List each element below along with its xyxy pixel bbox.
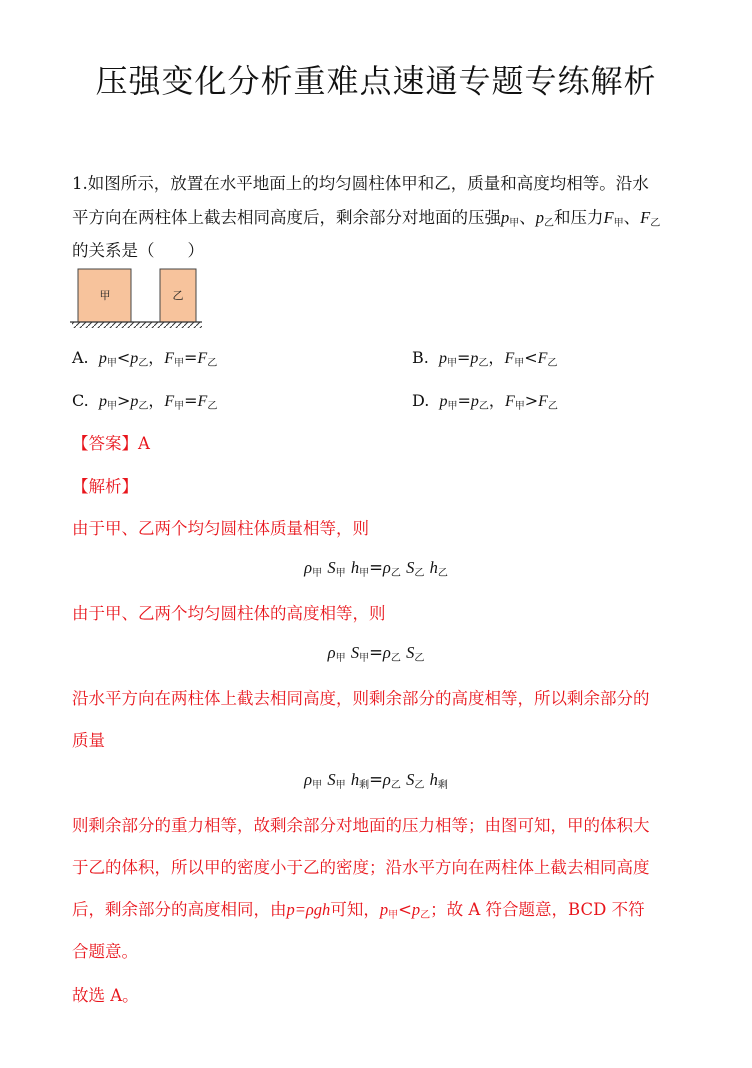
subscript-jia: 甲	[514, 401, 525, 412]
symbol-p: p	[439, 393, 448, 410]
symbol-f: F	[504, 393, 515, 410]
subscript-yi: 乙	[138, 401, 149, 412]
equals: =	[369, 558, 383, 577]
option-a[interactable]	[72, 345, 217, 369]
symbol-p: p	[470, 350, 479, 367]
analysis-line-6: 于乙的体积，所以甲的密度小于乙的密度；沿水平方向在两柱体上截去相同高度	[72, 858, 650, 877]
relation: =	[457, 391, 471, 410]
analysis-line-8: 合题意。	[72, 942, 138, 961]
analysis-line-2: 由于甲、乙两个均匀圆柱体的高度相等，则	[72, 604, 386, 623]
symbol-p: p	[501, 208, 510, 227]
subscript-jia: 甲	[613, 218, 624, 229]
symbol-rho: ρ	[382, 770, 391, 789]
comma: ，	[148, 348, 165, 367]
equals: =	[369, 643, 383, 662]
comma: ，	[488, 348, 505, 367]
subscript-jia: 甲	[335, 653, 346, 664]
option-c-label: C.	[72, 391, 89, 410]
subscript-yi: 乙	[390, 568, 401, 579]
symbol-f: F	[537, 350, 548, 367]
symbol-s: S	[406, 643, 415, 662]
analysis-line-4: 质量	[72, 731, 105, 750]
subscript-yi: 乙	[650, 218, 661, 229]
subscript-yi: 乙	[544, 218, 554, 229]
symbol-p: p	[98, 393, 107, 410]
relation: =	[457, 348, 471, 367]
option-b[interactable]	[412, 345, 557, 369]
answer-value: A	[138, 434, 150, 453]
option-c[interactable]	[72, 388, 217, 412]
symbol-p: p	[98, 350, 107, 367]
symbol-h: h	[350, 558, 360, 577]
symbol-s: S	[327, 770, 336, 789]
analysis-line-9: 故选 A。	[72, 986, 139, 1005]
subscript-jia: 甲	[509, 218, 520, 229]
page-title: 压强变化分析重难点速通专题专练解析	[95, 62, 657, 100]
equation-3	[0, 770, 752, 791]
symbol-f: F	[197, 350, 208, 367]
symbol-f: F	[603, 208, 614, 227]
subscript-sheng: 剩	[437, 780, 448, 791]
cylinders-figure	[70, 266, 205, 330]
analysis-label: 【解析】	[72, 477, 138, 496]
subscript-jia: 甲	[174, 358, 185, 369]
symbol-f: F	[197, 393, 208, 410]
subscript-jia: 甲	[174, 401, 185, 412]
equation-2	[0, 643, 752, 664]
label-jia: 甲	[99, 289, 111, 302]
symbol-rho: ρ	[382, 558, 391, 577]
subscript-yi: 乙	[478, 401, 489, 412]
relation: <	[116, 348, 131, 367]
relation: <	[398, 900, 412, 919]
relation: =	[184, 391, 198, 410]
symbol-f: F	[538, 393, 548, 410]
option-d[interactable]	[412, 388, 558, 412]
symbol-p: p	[439, 350, 448, 367]
symbol-p: p	[130, 393, 139, 410]
relation: >	[524, 391, 539, 410]
equals: =	[369, 770, 383, 789]
analysis-line-3: 沿水平方向在两柱体上截去相同高度，则剩余部分的高度相等，所以剩余部分的	[72, 689, 650, 708]
symbol-p: p	[535, 208, 544, 227]
relation: =	[184, 348, 198, 367]
ground-hatch	[72, 322, 202, 328]
symbol-h: h	[429, 558, 438, 577]
and-force-text: 和压力	[554, 208, 604, 227]
option-a-label: A.	[72, 348, 89, 367]
subscript-yi: 乙	[420, 910, 431, 921]
question-line-1: 1.如图所示，放置在水平地面上的均匀圆柱体甲和乙，质量和高度均相等。沿水	[72, 174, 649, 193]
question-line-3: 的关系是（ ）	[72, 241, 204, 260]
symbol-rho: ρ	[327, 643, 336, 662]
symbol-s: S	[406, 558, 415, 577]
label-yi: 乙	[172, 289, 184, 302]
subscript-yi: 乙	[414, 653, 425, 664]
option-b-label: B.	[412, 348, 429, 367]
answer-line	[72, 430, 150, 454]
pressure-formula: p=ρgh	[286, 900, 331, 919]
symbol-s: S	[327, 558, 336, 577]
subscript-yi: 乙	[207, 358, 218, 369]
relation: >	[116, 391, 131, 410]
subscript-yi: 乙	[390, 653, 401, 664]
analysis-line-7	[72, 896, 645, 921]
symbol-f: F	[164, 393, 175, 410]
symbol-rho: ρ	[304, 770, 313, 789]
separator: 、	[519, 208, 536, 227]
subscript-jia: 甲	[447, 358, 458, 369]
question-line-2-text: 平方向在两柱体上截去相同高度后，剩余部分对地面的压强	[72, 208, 501, 227]
subscript-jia: 甲	[312, 568, 323, 579]
subscript-jia: 甲	[335, 568, 346, 579]
option-d-label: D.	[412, 391, 430, 410]
symbol-s: S	[350, 643, 360, 662]
subscript-jia: 甲	[359, 568, 370, 579]
subscript-jia: 甲	[106, 358, 117, 369]
subscript-yi: 乙	[547, 358, 558, 369]
symbol-s: S	[406, 770, 415, 789]
symbol-rho: ρ	[304, 558, 313, 577]
subscript-yi: 乙	[414, 568, 425, 579]
analysis-line-5: 则剩余部分的重力相等，故剩余部分对地面的压力相等；由图可知，甲的体积大	[72, 816, 650, 835]
subscript-jia: 甲	[359, 653, 370, 664]
symbol-p: p	[411, 900, 421, 919]
separator: 、	[623, 208, 641, 227]
symbol-h: h	[350, 770, 360, 789]
analysis-line-7-prefix: 后，剩余部分的高度相同，由	[72, 900, 287, 919]
subscript-jia: 甲	[335, 780, 346, 791]
symbol-p: p	[379, 900, 389, 919]
subscript-yi: 乙	[138, 358, 149, 369]
symbol-f: F	[640, 208, 651, 227]
subscript-sheng: 剩	[359, 780, 370, 791]
answer-label: 【答案】	[72, 434, 138, 453]
subscript-yi: 乙	[547, 401, 558, 412]
question-line-2	[72, 204, 660, 229]
symbol-f: F	[504, 350, 515, 367]
symbol-p: p	[130, 350, 139, 367]
comma: ，	[148, 391, 165, 410]
symbol-rho: ρ	[382, 643, 391, 662]
symbol-h: h	[429, 770, 438, 789]
equation-1	[0, 558, 752, 579]
symbol-p: p	[470, 393, 479, 410]
subscript-yi: 乙	[207, 401, 218, 412]
subscript-jia: 甲	[514, 358, 525, 369]
comma: ，	[488, 391, 505, 410]
subscript-yi: 乙	[478, 358, 489, 369]
subscript-jia: 甲	[312, 780, 323, 791]
analysis-line-1: 由于甲、乙两个均匀圆柱体质量相等，则	[72, 519, 369, 538]
subscript-yi: 乙	[437, 568, 448, 579]
subscript-jia: 甲	[447, 401, 458, 412]
subscript-yi: 乙	[414, 780, 425, 791]
subscript-yi: 乙	[390, 780, 401, 791]
relation: <	[524, 348, 538, 367]
subscript-jia: 甲	[388, 910, 399, 921]
subscript-jia: 甲	[106, 401, 117, 412]
symbol-f: F	[164, 350, 175, 367]
analysis-line-7-suffix: ；故 A 符合题意，BCD 不符	[430, 900, 645, 919]
analysis-line-7-mid: 可知，	[330, 900, 380, 919]
